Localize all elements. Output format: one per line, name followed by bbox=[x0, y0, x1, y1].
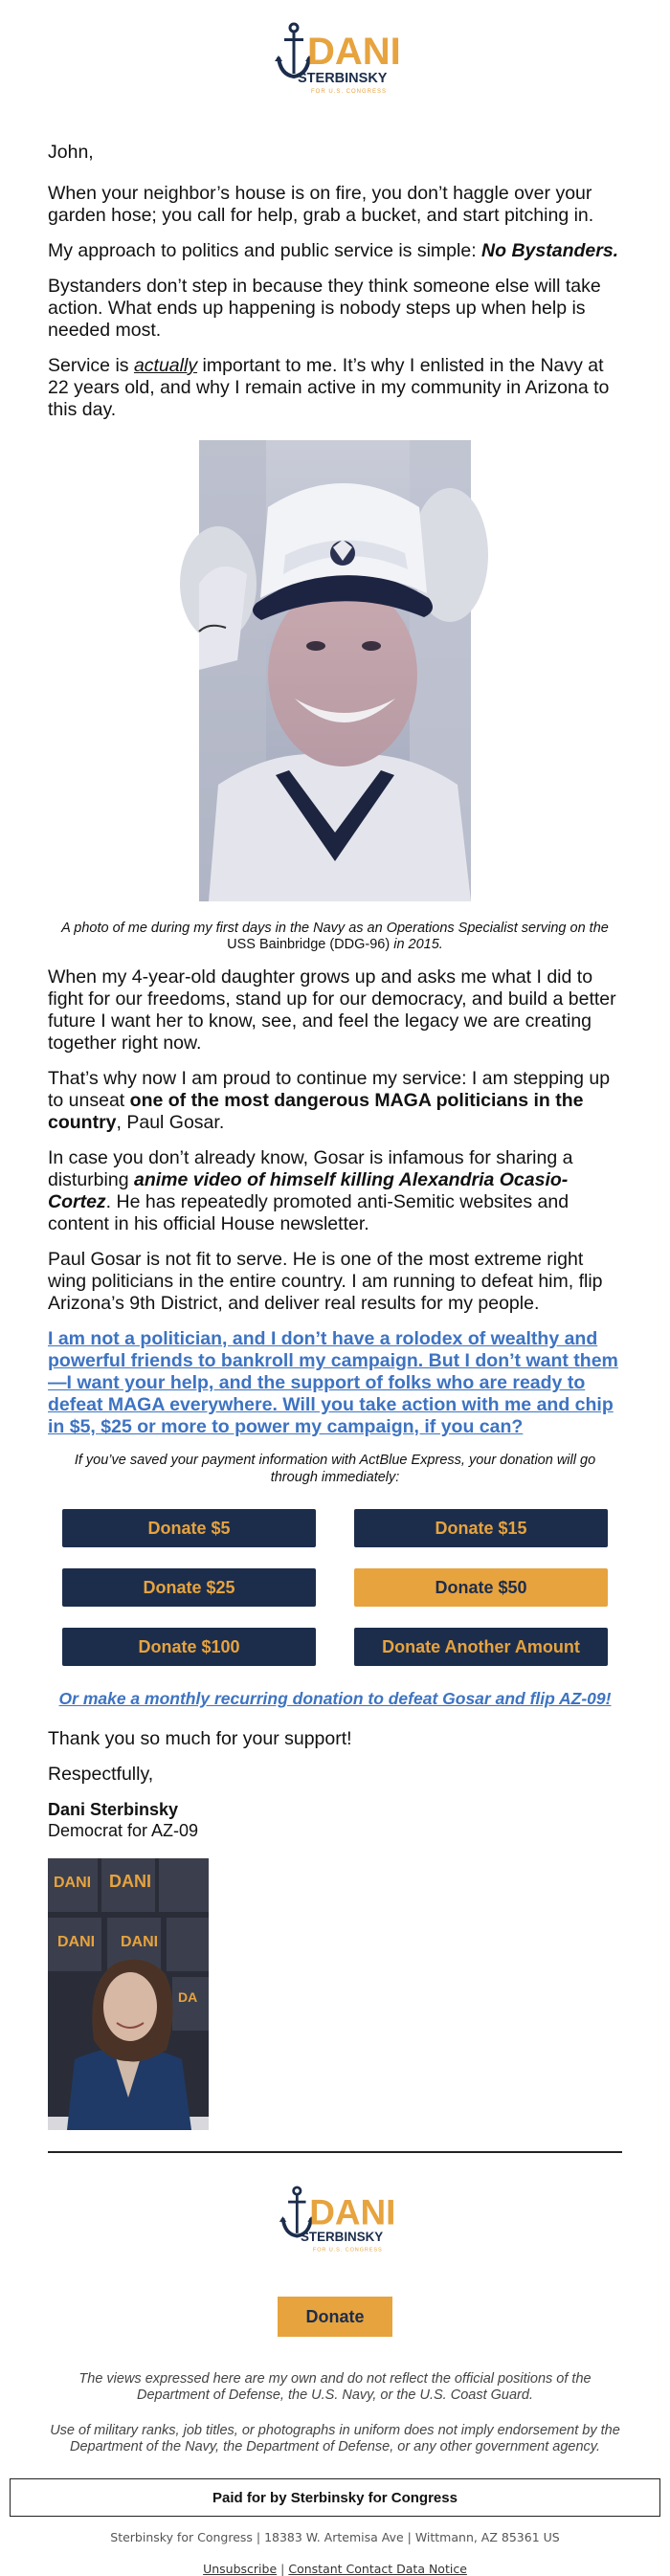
navy-photo bbox=[199, 440, 471, 901]
svg-text:DA: DA bbox=[178, 1989, 198, 2005]
paragraph-7-start: In case you don’t already know, Gosar is infamous for sharing a disturbing bbox=[48, 1147, 573, 1190]
caption-text-start: A photo of me during my first days in the Navy as an Operations Specialist serving on the bbox=[61, 921, 609, 936]
donate-100-button[interactable]: Donate $100 bbox=[62, 1628, 316, 1666]
svg-text:DANI: DANI bbox=[109, 1872, 151, 1891]
caption-ship-name: USS Bainbridge (DDG-96) bbox=[227, 937, 391, 952]
signature-title: Democrat for AZ-09 bbox=[48, 1821, 199, 1840]
paragraph-4 bbox=[48, 355, 622, 421]
maga-emphasis: one of the most dangerous MAGA politicians in the country bbox=[48, 1090, 584, 1133]
paragraph-7-end: . He has repeatedly promoted anti-Semitic websites and content in his official House newsletter. bbox=[48, 1191, 570, 1234]
mailing-address: Sterbinsky for Congress | 18383 W. Artemisa Ave | Wittmann, AZ 85361 US bbox=[110, 2530, 560, 2544]
footer-logo[interactable] bbox=[48, 2153, 622, 2258]
donate-15-button[interactable]: Donate $15 bbox=[354, 1509, 608, 1547]
footer-donate-button[interactable]: Donate bbox=[278, 2297, 392, 2337]
paragraph-4-end: important to me. It’s why I enlisted in the Navy at 22 years old, and why I remain active in my community in Arizona to this day. bbox=[48, 355, 610, 420]
paragraph-6-end: , Paul Gosar. bbox=[116, 1112, 225, 1133]
actblue-express-note: If you’ve saved your payment information with ActBlue Express, your donation will go through immediately: bbox=[74, 1453, 596, 1485]
logo-tagline: FOR U.S. CONGRESS bbox=[311, 89, 388, 95]
paragraph-6 bbox=[48, 1068, 622, 1134]
footer-logo-name-last: STERBINSKY bbox=[301, 2230, 384, 2245]
photo-caption bbox=[48, 921, 622, 953]
footer-campaign-logo bbox=[278, 2182, 396, 2258]
svg-text:DANI: DANI bbox=[121, 1934, 159, 1950]
paragraph-5: When my 4-year-old daughter grows up and asks me what I did to fight for our freedoms, stand up for our democracy, and build a better future I want her to know, see, and feel the legacy we are creating together right now. bbox=[48, 966, 616, 1054]
paragraph-2-lead: My approach to politics and public service is simple: bbox=[48, 240, 482, 261]
logo-name-first: DANI bbox=[307, 31, 401, 73]
donation-appeal-link[interactable]: I am not a politician, and I don’t have a rolodex of wealthy and powerful friends to bankroll my campaign. But I don’t want them—I want your help, and the support of folks who are ready to defeat MAGA everywhere. Will you take action with me and chip in $5, $25 or more to power my campaign, if you can? bbox=[48, 1328, 618, 1437]
paragraph-1: When your neighbor’s house is on fire, you don’t haggle over your garden hose; you call for help, grab a bucket, and start pitching in. bbox=[48, 183, 594, 226]
paragraph-4-start: Service is bbox=[48, 355, 134, 376]
paragraph-2 bbox=[48, 240, 622, 262]
sign-off: Respectfully, bbox=[48, 1764, 154, 1785]
footer-logo-tagline: FOR U.S. CONGRESS bbox=[312, 2247, 383, 2254]
monthly-donation-link[interactable]: Or make a monthly recurring donation to defeat Gosar and flip AZ-09! bbox=[58, 1689, 612, 1708]
unsubscribe-link[interactable]: Unsubscribe bbox=[203, 2562, 278, 2576]
email-body bbox=[0, 142, 670, 2455]
campaign-logo bbox=[273, 19, 401, 100]
disclaimer-views: The views expressed here are my own and do not reflect the official positions of the Department of Defense, the U.S. Navy, or the U.S. Coast Guard. bbox=[78, 2371, 592, 2403]
donate-25-button[interactable]: Donate $25 bbox=[62, 1568, 316, 1607]
thanks-text: Thank you so much for your support! bbox=[48, 1728, 352, 1749]
disclaimer-uniform: Use of military ranks, job titles, or photographs in uniform does not imply endorsement by the Department of the Navy, the Department of Defense, or any other government agency. bbox=[50, 2423, 620, 2454]
signature-name: Dani Sterbinsky bbox=[48, 1800, 179, 1819]
caption-text-end: in 2015. bbox=[390, 937, 443, 952]
donate-other-amount-button[interactable]: Donate Another Amount bbox=[354, 1628, 608, 1666]
candidate-photo bbox=[48, 1858, 209, 2130]
anime-video-emphasis: anime video of himself killing Alexandria Ocasio-Cortez bbox=[48, 1169, 569, 1212]
header-logo[interactable] bbox=[0, 0, 670, 103]
donate-5-button[interactable]: Donate $5 bbox=[62, 1509, 316, 1547]
footer-separator: | bbox=[280, 2562, 285, 2576]
svg-text:DANI: DANI bbox=[57, 1934, 96, 1950]
logo-name-last: STERBINSKY bbox=[298, 71, 388, 86]
footer-logo-name-first: DANI bbox=[309, 2192, 396, 2232]
donate-button-grid bbox=[48, 1509, 622, 1666]
donate-50-button[interactable]: Donate $50 bbox=[354, 1568, 608, 1607]
paragraph-7 bbox=[48, 1147, 622, 1235]
data-notice-link[interactable]: Constant Contact Data Notice bbox=[288, 2562, 467, 2576]
actually-emphasis: actually bbox=[133, 355, 198, 376]
svg-text:DANI: DANI bbox=[54, 1875, 92, 1891]
paragraph-3: Bystanders don’t step in because they think someone else will take action. What ends up happening is nobody steps up when help is needed most. bbox=[48, 276, 601, 341]
navy-portrait-image bbox=[199, 440, 471, 901]
no-bystanders-emphasis: No Bystanders. bbox=[481, 240, 619, 261]
paragraph-8: Paul Gosar is not fit to serve. He is one of the most extreme right wing politicians in the entire country. I am running to defeat him, flip Arizona’s 9th District, and deliver real results for my people. bbox=[48, 1249, 603, 1314]
unsubscribe-row bbox=[0, 2562, 670, 2576]
greeting: John, bbox=[48, 142, 94, 163]
paragraph-6-start: That’s why now I am proud to continue my service: I am stepping up to unseat bbox=[48, 1068, 611, 1111]
paid-for-box: Paid for by Sterbinsky for Congress bbox=[10, 2478, 660, 2517]
